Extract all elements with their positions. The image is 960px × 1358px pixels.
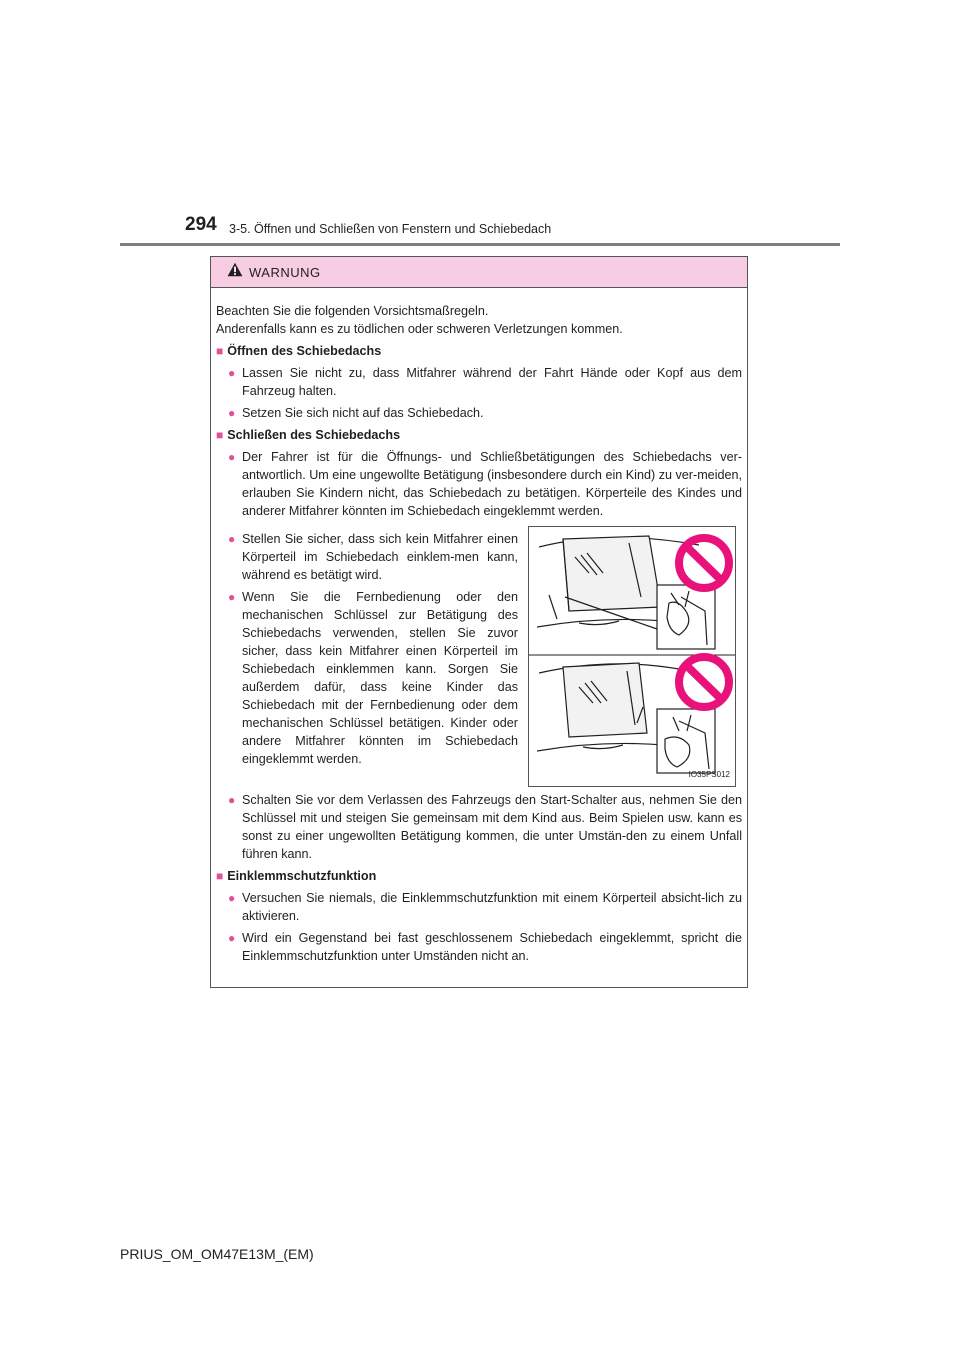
- section-heading-text: Öffnen des Schiebedachs: [227, 344, 382, 358]
- square-bullet-icon: ■: [216, 344, 224, 358]
- sunroof-illustration: [528, 526, 736, 787]
- section-title: 3-5. Öffnen und Schließen von Fenstern und Schiebedach: [229, 222, 552, 236]
- list-item: [216, 530, 518, 584]
- section-heading-text: Einklemmschutzfunktion: [227, 869, 377, 883]
- list-item-text: Lassen Sie nicht zu, dass Mitfahrer während der Fahrt Hände oder Kopf aus dem Fahrzeug halten.: [242, 366, 742, 398]
- warning-box: [210, 256, 748, 988]
- list-item-text: Wenn Sie die Fernbedienung oder den mechanischen Schlüssel zur Betätigung des Schiebedachs verwenden, stellen Sie zuvor sicher, dass kein Mitfahrer einen Körperteil im Schiebedach einklemmen kann. Sorgen Sie außerdem dafür, dass keine Kinder das Schiebedach mit der Fernbedienung oder dem mechanischen Schlüssel betätigen. Kinder oder andere Mitfahrer könnten im Schiebedach eingeklemmt werden.: [242, 590, 518, 766]
- list-item: [216, 448, 742, 520]
- section-heading-pinch: [216, 867, 742, 885]
- list-item-text: Schalten Sie vor dem Verlassen des Fahrzeugs den Start-Schalter aus, nehmen Sie den Schlüssel mit und steigen Sie gemeinsam mit dem Kind aus. Beim Spielen usw. kann es sonst zu einer ungewollten Betätigung kommen, die unter Umstän-den zu einem Unfall führen kann.: [242, 793, 742, 861]
- section-heading-text: Schließen des Schiebedachs: [227, 428, 401, 442]
- bullet-dot-icon: ●: [228, 793, 236, 807]
- list-item: [216, 791, 742, 863]
- bullet-dot-icon: ●: [228, 532, 236, 546]
- bullet-dot-icon: ●: [228, 590, 236, 604]
- warning-content: [211, 288, 747, 965]
- square-bullet-icon: ■: [216, 869, 224, 883]
- warning-header: [211, 257, 747, 288]
- bullet-dot-icon: ●: [228, 406, 236, 420]
- warning-triangle-icon: [227, 262, 243, 282]
- section-heading-closing: [216, 426, 742, 444]
- bullet-dot-icon: ●: [228, 891, 236, 905]
- warning-intro: [216, 302, 742, 338]
- list-item: [216, 889, 742, 925]
- figure-code: IO35PS012: [688, 770, 730, 779]
- section-heading-opening: [216, 342, 742, 360]
- prohibition-icon-top: [679, 538, 729, 588]
- header-rule: [120, 243, 840, 246]
- page-number: 294: [185, 214, 217, 235]
- list-item: [216, 929, 742, 965]
- list-item-text: Der Fahrer ist für die Öffnungs- und Schließbetätigungen des Schiebedachs ver-antwortlich. Um eine ungewollte Betätigung (insbesondere durch ein Kind) zu ver-meiden, erlauben Sie Kindern nicht, das Schiebedach zu betätigen. Körperteile des Kindes und anderer Mitfahrer könnten im Schiebedach eingeklemmt werden.: [242, 450, 742, 518]
- list-item: [216, 364, 742, 400]
- list-item: [216, 404, 742, 422]
- list-item-text: Versuchen Sie niemals, die Einklemmschutzfunktion mit einem Körperteil absicht-lich zu aktivieren.: [242, 891, 742, 923]
- bullet-dot-icon: ●: [228, 366, 236, 380]
- document-code: PRIUS_OM_OM47E13M_(EM): [120, 1246, 314, 1262]
- intro-line-1: Beachten Sie die folgenden Vorsichtsmaßregeln.: [216, 304, 489, 318]
- bullet-dot-icon: ●: [228, 931, 236, 945]
- bullets-with-figure: [216, 526, 742, 787]
- list-item-text: Stellen Sie sicher, dass sich kein Mitfahrer einen Körperteil im Schiebedach einklem-men kann, während es betätigt wird.: [242, 532, 518, 582]
- bullet-dot-icon: ●: [228, 450, 236, 464]
- square-bullet-icon: ■: [216, 428, 224, 442]
- prohibition-icon-bottom: [679, 657, 729, 707]
- intro-line-2: Anderenfalls kann es zu tödlichen oder schweren Verletzungen kommen.: [216, 322, 623, 336]
- list-item-text: Setzen Sie sich nicht auf das Schiebedach.: [242, 406, 484, 420]
- split-text-column: [216, 526, 518, 787]
- zoom-inset-top: [657, 585, 715, 649]
- zoom-inset-bottom: [657, 709, 715, 773]
- list-item: [216, 588, 518, 768]
- list-item-text: Wird ein Gegenstand bei fast geschlossenem Schiebedach eingeklemmt, spricht die Einklemmschutzfunktion unter Umständen nicht an.: [242, 931, 742, 963]
- sunroof-drawing: [529, 527, 735, 786]
- warning-label: WARNUNG: [249, 264, 321, 280]
